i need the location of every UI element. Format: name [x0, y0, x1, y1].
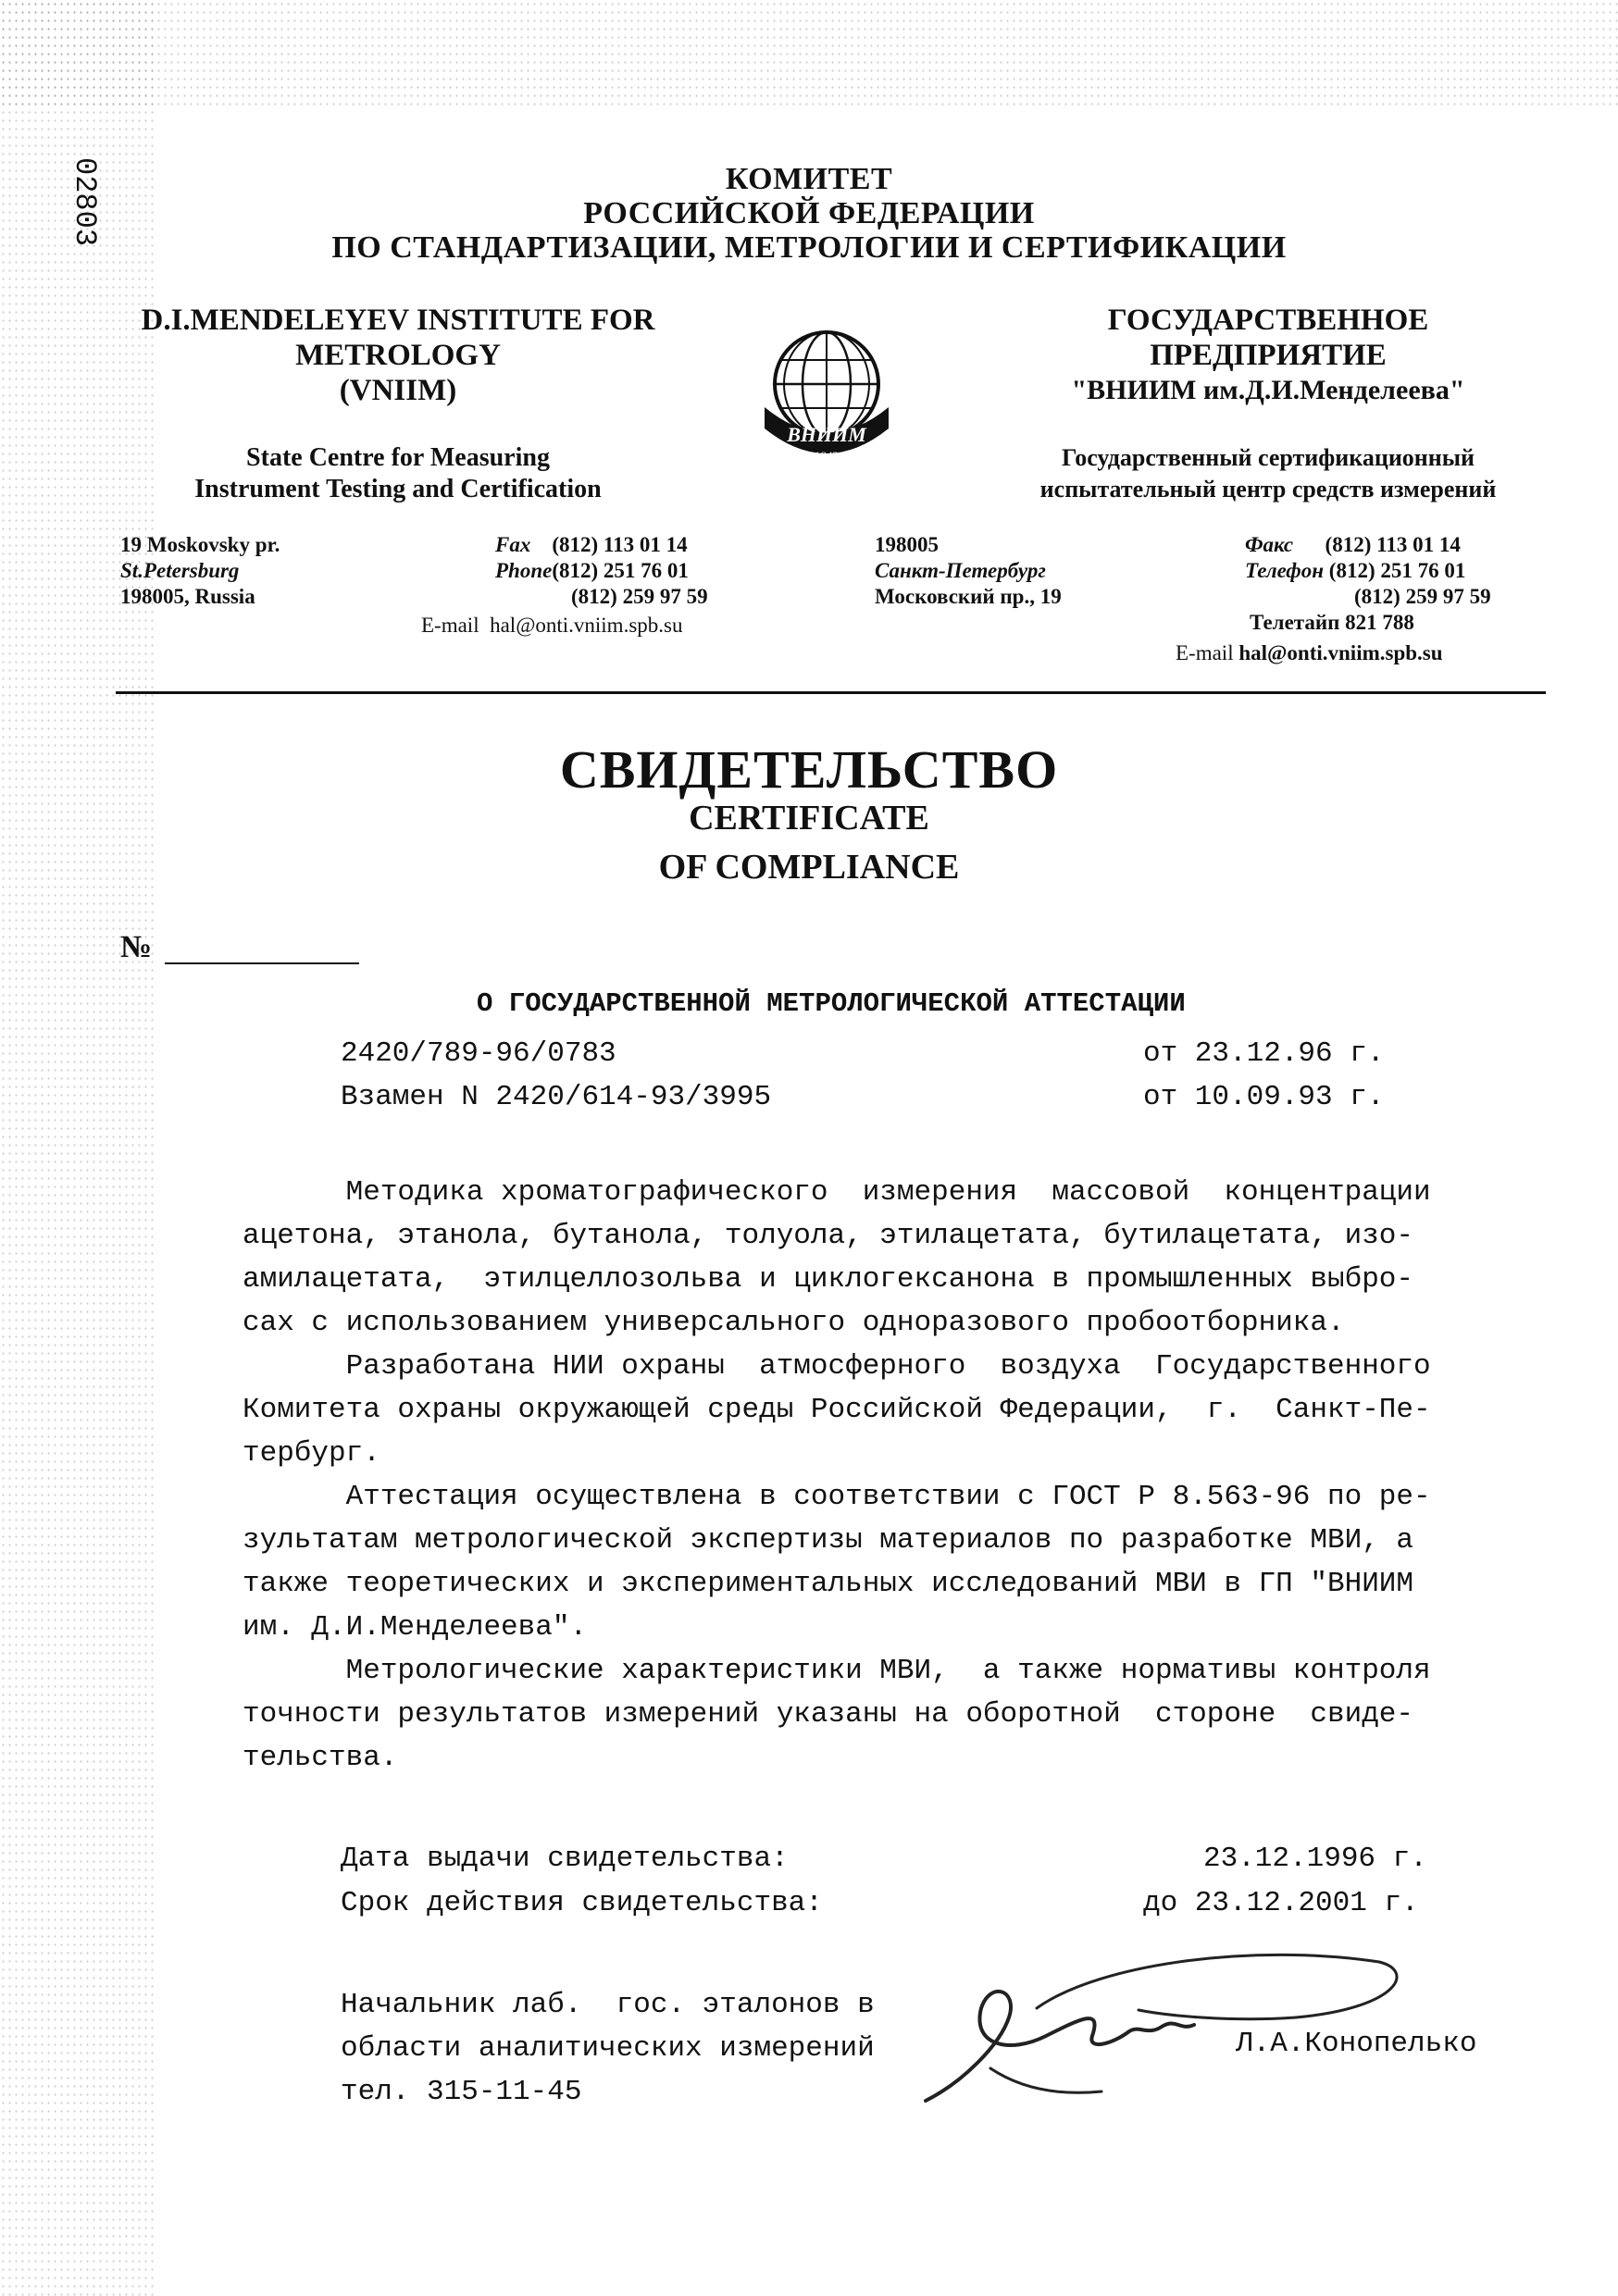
attestation-replaces-date: от 10.09.93 г.: [1143, 1081, 1385, 1113]
address-ru-3: Московский пр., 19: [875, 585, 1062, 608]
address-ru-2: Санкт-Петербург: [875, 559, 1046, 582]
fax-ru-value: (812) 113 01 14: [1325, 533, 1461, 556]
certificate-body: [243, 1171, 1431, 1780]
validity-label: Срок действия свидетельства:: [341, 1887, 823, 1919]
institute-ru-line-3: "ВНИИМ им.Д.И.Менделеева": [1071, 375, 1465, 405]
institute-en-sub-2: Instrument Testing and Certification: [194, 475, 602, 503]
institute-en: [111, 303, 685, 408]
attestation-replaces: Взамен N 2420/614-93/3995: [341, 1081, 772, 1113]
email-ru-label: E-mail: [1176, 641, 1234, 664]
body-line: Метрологические характеристики МВИ, а также нормативы контроля: [243, 1655, 1431, 1687]
fax-ru-label: Факс: [1245, 533, 1294, 556]
institute-ru-sub-2: испытательный центр средств измерений: [1039, 476, 1497, 503]
issue-date-value: 23.12.1996 г.: [1203, 1843, 1427, 1875]
email-en-label: E-mail: [421, 614, 479, 637]
phones-ru: [1245, 532, 1491, 636]
body-line: также теоретических и экспериментальных исследований МВИ в ГП "ВНИИМ: [243, 1568, 1414, 1600]
body-line: амилацетата, этилцеллозольва и циклогексанона в промышленных выбро-: [243, 1263, 1414, 1296]
phone-ru-value-1: (812) 251 76 01: [1328, 559, 1466, 582]
email-ru: [1176, 640, 1443, 666]
institute-ru-line-1: ГОСУДАРСТВЕННОЕ: [1107, 304, 1429, 337]
certificate-title-ru: СВИДЕТЕЛЬСТВО: [559, 739, 1059, 800]
validity-value: до 23.12.2001 г.: [1143, 1887, 1419, 1919]
institute-ru-sub: [990, 442, 1546, 505]
email-ru-value: hal@onti.vniim.spb.su: [1238, 641, 1443, 664]
institute-en-line-1: D.I.MENDELEYEV INSTITUTE FOR: [141, 304, 655, 337]
address-ru-1: 198005: [875, 533, 939, 556]
address-en-3: 198005, Russia: [120, 585, 255, 608]
committee-line-3: ПО СТАНДАРТИЗАЦИИ, МЕТРОЛОГИИ И СЕРТИФИКАЦИИ: [331, 230, 1287, 265]
phone-en-value-1: (812) 251 76 01: [552, 559, 689, 582]
institute-en-line-3: (VNIIM): [339, 374, 457, 407]
phone-en-value-2: (812) 259 97 59: [571, 585, 708, 608]
vniim-logo: [757, 319, 896, 477]
attestation-number: 2420/789-96/0783: [341, 1037, 616, 1070]
body-line: тербург.: [243, 1437, 380, 1470]
attestation-heading: О ГОСУДАРСТВЕННОЙ МЕТРОЛОГИЧЕСКОЙ АТТЕСТАЦИИ: [477, 988, 1186, 1019]
body-line: сах с использованием универсального одноразового пробоотборника.: [243, 1307, 1345, 1339]
institute-ru-line-2: ПРЕДПРИЯТИЕ: [1150, 339, 1387, 372]
signatory-name: Л.А.Конопелько: [1236, 2028, 1477, 2060]
fax-en-value: (812) 113 01 14: [552, 533, 688, 556]
committee-line-1: КОМИТЕТ: [725, 162, 893, 196]
address-ru: [875, 532, 1062, 610]
phones-en: [495, 532, 708, 610]
body-line: точности результатов измерений указаны на оборотной стороне свиде-: [243, 1698, 1414, 1731]
fax-en-label: Fax: [495, 533, 531, 556]
certificate-title-en-1: CERTIFICATE: [689, 799, 929, 838]
scan-noise-top: [0, 0, 1618, 111]
certificate-title-en-2: OF COMPLIANCE: [658, 848, 960, 887]
logo-year: 1842: [815, 449, 839, 463]
attestation-date: от 23.12.96 г.: [1143, 1037, 1385, 1070]
body-line: ацетона, этанола, бутанола, толуола, этилацетата, бутилацетата, изо-: [243, 1220, 1414, 1252]
body-line: Аттестация осуществлена в соответствии с ГОСТ Р 8.563-96 по ре-: [243, 1481, 1431, 1513]
signatory-phone: тел. 315-11-45: [341, 2076, 582, 2108]
body-line: Методика хроматографического измерения массовой концентрации: [243, 1176, 1431, 1209]
institute-ru-sub-1: Государственный сертификационный: [1061, 444, 1475, 471]
logo-text: ВНИИМ: [787, 423, 866, 446]
body-line: зультатам метрологической экспертизы материалов по разработке МВИ, а: [243, 1524, 1414, 1557]
phone-en-label: Phone: [495, 559, 553, 582]
email-en-value: hal@onti.vniim.spb.su: [490, 614, 683, 637]
certificate-number-label: №: [120, 930, 153, 964]
body-line: Комитета охраны окружающей среды Российской Федерации, г. Санкт-Пе-: [243, 1394, 1431, 1426]
stamp-number: 02803: [68, 157, 102, 247]
committee-line-2: РОССИЙСКОЙ ФЕДЕРАЦИИ: [583, 196, 1035, 230]
teletype-ru: Телетайп 821 788: [1250, 611, 1414, 634]
signatory-title-2: области аналитических измерений: [341, 2032, 875, 2065]
institute-en-sub-1: State Centre for Measuring: [246, 443, 550, 472]
signatory-title-1: Начальник лаб. гос. эталонов в: [341, 1989, 875, 2021]
body-line: им. Д.И.Менделеева".: [243, 1611, 588, 1644]
issue-date-label: Дата выдачи свидетельства:: [341, 1843, 789, 1875]
institute-ru: [1009, 303, 1527, 408]
signature: [861, 1906, 1435, 2119]
address-en-1: 19 Moskovsky pr.: [120, 533, 280, 556]
email-en: [421, 613, 682, 639]
phone-ru-label: Телефон: [1245, 559, 1325, 582]
certificate-number-line: [165, 962, 359, 964]
address-en-2: St.Petersburg: [120, 559, 240, 582]
institute-en-line-2: METROLOGY: [295, 339, 501, 372]
body-line: Разработана НИИ охраны атмосферного воздуха Государственного: [243, 1350, 1431, 1383]
phone-ru-value-2: (812) 259 97 59: [1354, 585, 1491, 608]
header-divider: [116, 691, 1546, 694]
institute-en-sub: [139, 442, 657, 505]
address-en: [120, 532, 280, 610]
body-line: тельства.: [243, 1742, 398, 1774]
